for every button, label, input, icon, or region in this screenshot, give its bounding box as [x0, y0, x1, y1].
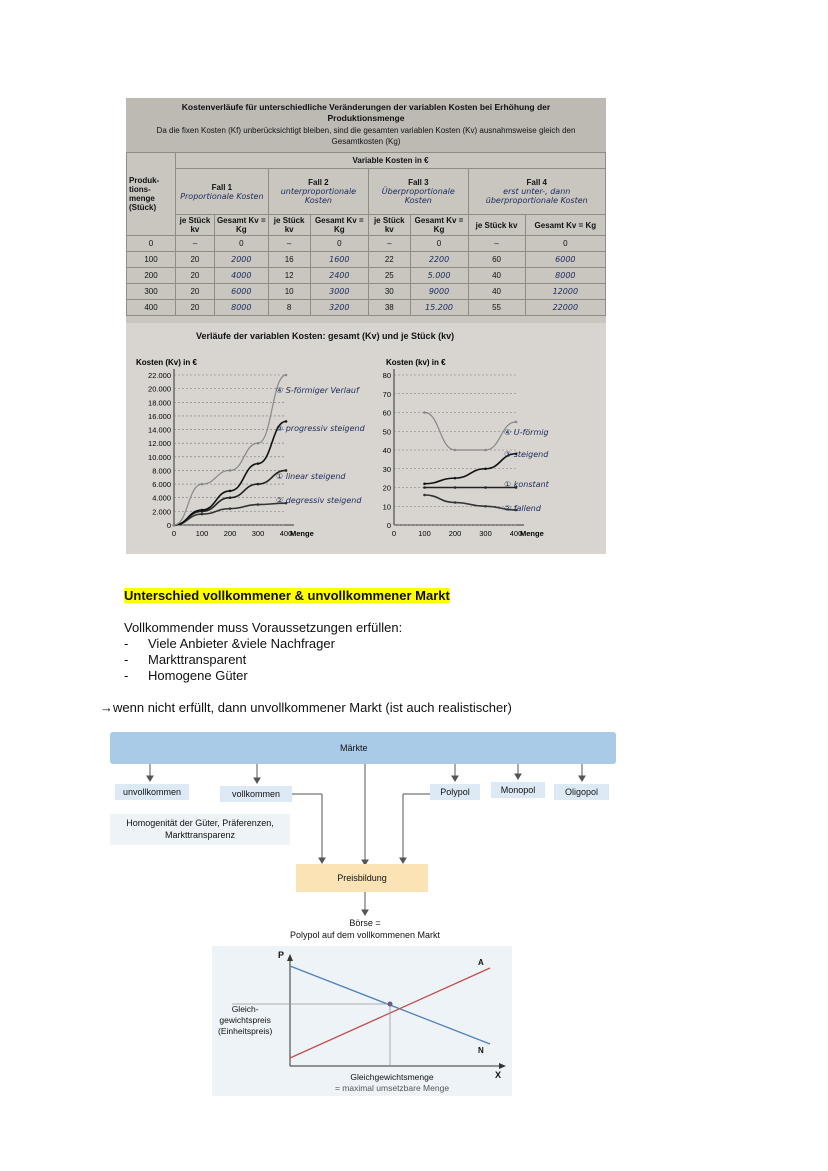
table-row — [127, 300, 606, 316]
sub-header-gesamt: Gesamt Kv = Kg — [214, 215, 268, 236]
list-item: - Viele Anbieter &viele Nachfrager — [124, 636, 335, 651]
sub-header-je-stueck: je Stück kv — [268, 215, 310, 236]
chart-xtick-label: 200 — [223, 529, 237, 538]
table-cell: 100 — [127, 252, 176, 268]
table-cell: 20 — [176, 252, 215, 268]
chart-point — [229, 496, 232, 499]
chart-ytick-label: 8.000 — [152, 466, 171, 476]
case-2-header: Fall 2 unterproportionale Kosten — [268, 169, 368, 215]
case-4-header: Fall 4 erst unter-, dann überproportionale Kosten — [468, 169, 606, 215]
chart-point — [454, 486, 457, 489]
chart-series-line — [425, 495, 517, 510]
table-cell: 12 — [268, 268, 310, 284]
box-oligopol: Oligopol — [554, 784, 609, 800]
chart-ytick-label: 20 — [382, 483, 391, 493]
chart-ytick-label: 10 — [382, 502, 391, 512]
box-monopol: Monopol — [491, 782, 545, 798]
p-axis-label: P — [278, 950, 285, 960]
sub-header-je-stueck: je Stück kv — [176, 215, 215, 236]
table-cell: 12000 — [525, 284, 605, 300]
chart-annotation: ③ progressiv steigend — [276, 424, 365, 433]
table-cell: 9000 — [410, 284, 468, 300]
chart-point — [423, 482, 426, 485]
chart-ytick-label: 6.000 — [152, 480, 171, 490]
chart-xtick-label: 300 — [479, 529, 492, 538]
chart-point — [484, 467, 487, 470]
chart-point — [423, 486, 426, 489]
chart-point — [201, 509, 204, 512]
chart-annotation: ② degressiv steigend — [276, 496, 362, 505]
photo-title: Kostenverläufe für unterschiedliche Veränderungen der variablen Kosten bei Erhöhung der Produktionsmenge — [181, 102, 551, 123]
chart-xlabel: Menge — [290, 529, 314, 538]
chart-point — [285, 374, 288, 377]
chart-ytick-label: 10.000 — [148, 452, 171, 462]
bullet-list — [124, 636, 335, 684]
table-cell: 30 — [369, 284, 410, 300]
chart-annotation: ④ S-förmiger Verlauf — [276, 386, 359, 395]
chart-point — [423, 411, 426, 414]
markets-label: Märkte — [340, 743, 368, 753]
chart-ytick-label: 12.000 — [148, 439, 171, 449]
section-heading-text: Unterschied vollkommener & unvollkommener Markt — [124, 588, 450, 603]
chart-point — [257, 462, 260, 465]
table-cell: 22 — [369, 252, 410, 268]
left-cost-chart — [126, 353, 366, 551]
table-cell: 15.200 — [410, 300, 468, 316]
charts-panel — [126, 323, 606, 554]
cost-table — [126, 152, 606, 316]
cost-table-photo — [126, 98, 606, 554]
table-cell: 4000 — [214, 268, 268, 284]
chart-xtick-label: 400 — [279, 529, 293, 538]
chart-ytick-label: 4.000 — [152, 493, 171, 503]
chart-ytick-label: 18.000 — [148, 398, 171, 408]
table-cell: 25 — [369, 268, 410, 284]
chart-ytick-label: 30 — [382, 464, 391, 474]
chart-ylabel: Kosten (kv) in € — [386, 358, 446, 367]
table-cell: 0 — [310, 236, 369, 252]
section-heading — [124, 587, 450, 605]
gleichgewichtsmenge-label: Gleichgewichtsmenge = maximal umsetzbare Menge — [334, 1072, 450, 1093]
table-cell: 20 — [176, 284, 215, 300]
table-cell: 38 — [369, 300, 410, 316]
chart-point — [229, 507, 232, 510]
case-3-header: Fall 3 Überproportionale Kosten — [369, 169, 468, 215]
x-axis-arrow-icon — [499, 1063, 506, 1069]
table-cell: 2200 — [410, 252, 468, 268]
sub-header-je-stueck: je Stück kv — [468, 215, 525, 236]
chart-ytick-label: 50 — [382, 427, 391, 437]
boerse-caption — [270, 917, 460, 941]
y-axis-arrow-icon — [287, 954, 293, 961]
sub-header-gesamt: Gesamt Kv = Kg — [410, 215, 468, 236]
chart-ylabel: Kosten (Kv) in € — [136, 358, 197, 367]
table-cell: 40 — [468, 268, 525, 284]
table-body — [127, 236, 606, 316]
table-cell: 3200 — [310, 300, 369, 316]
chart-ytick-label: 14.000 — [148, 425, 171, 435]
table-cell: 2400 — [310, 268, 369, 284]
chart-xtick-label: 300 — [251, 529, 265, 538]
chart-ytick-label: 0 — [166, 521, 171, 530]
table-cell: 8000 — [214, 300, 268, 316]
right-cost-chart — [366, 353, 606, 551]
chart-point — [257, 442, 260, 445]
chart-point — [484, 486, 487, 489]
box-unvollkommen: unvollkommen — [115, 784, 189, 800]
chart-point — [257, 483, 260, 486]
table-cell: 0 — [525, 236, 605, 252]
chart-annotation: ③ steigend — [504, 450, 549, 459]
x-axis-label: X — [495, 1070, 502, 1080]
table-cell: 200 — [127, 268, 176, 284]
chart-point — [173, 524, 176, 527]
chart-xtick-label: 400 — [509, 529, 523, 538]
table-cell: 2000 — [214, 252, 268, 268]
chart-point — [515, 421, 518, 424]
chart-xlabel: Menge — [520, 529, 544, 538]
equilibrium-graph — [212, 946, 512, 1096]
charts-title: Verläufe der variablen Kosten: gesamt (Kv) und je Stück (kv) — [196, 331, 455, 341]
supply-label: A — [478, 958, 484, 967]
box-vollkommen: vollkommen — [220, 786, 292, 802]
table-cell: 0 — [214, 236, 268, 252]
chart-ytick-label: 40 — [382, 446, 391, 455]
chart-ytick-label: 0 — [386, 521, 391, 530]
table-cell: – — [268, 236, 310, 252]
chart-annotation: ① konstant — [504, 480, 549, 489]
chart-annotation: ② fallend — [504, 504, 541, 513]
chart-point — [285, 420, 288, 423]
preisbildung-box: Preisbildung — [296, 864, 428, 892]
chart-ytick-label: 20.000 — [148, 384, 171, 394]
table-row — [127, 252, 606, 268]
col-header-menge: Produk-tions-menge (Stück) — [127, 153, 176, 236]
chart-point — [423, 494, 426, 497]
table-cell: – — [176, 236, 215, 252]
chart-ytick-label: 16.000 — [148, 411, 171, 421]
chart-point — [229, 490, 232, 493]
case-1-header: Fall 1 Proportionale Kosten — [176, 169, 269, 215]
chart-xtick-label: 100 — [195, 529, 209, 538]
chart-ytick-label: 22.000 — [148, 371, 171, 380]
boerse-line-2: Polypol auf dem vollkommenen Markt — [289, 930, 441, 940]
chart-point — [454, 501, 457, 504]
box-polypol: Polypol — [430, 784, 480, 800]
chart-xtick-label: 0 — [391, 529, 397, 538]
group-header: Variable Kosten in € — [176, 153, 606, 169]
chart-point — [201, 513, 204, 516]
chart-annotation: ① linear steigend — [276, 472, 346, 481]
table-cell: 5.000 — [410, 268, 468, 284]
chart-point — [484, 505, 487, 508]
boerse-line-1: Börse = — [349, 918, 381, 928]
table-cell: 6000 — [525, 252, 605, 268]
table-cell: 0 — [127, 236, 176, 252]
table-cell: 400 — [127, 300, 176, 316]
table-cell: 3000 — [310, 284, 369, 300]
photo-subtitle: Da die fixen Kosten (Kf) unberücksichtigt bleiben, sind die gesamten variablen Kosten (Kv) ausnahmsweise gleich den Gesamtkosten (Kg) — [156, 126, 576, 146]
chart-xtick-label: 100 — [418, 529, 431, 538]
market-diagram — [110, 726, 616, 1096]
conclusion-text: →wenn nicht erfüllt, dann unvollkommener Markt (ist auch realistischer) — [100, 700, 512, 715]
table-cell: 40 — [468, 284, 525, 300]
intro-text: Vollkommender muss Voraussetzungen erfüllen: — [124, 620, 403, 635]
chart-ytick-label: 60 — [382, 408, 391, 418]
chart-point — [454, 449, 457, 452]
chart-point — [257, 503, 260, 506]
sub-header-je-stueck: je Stück kv — [369, 215, 410, 236]
table-cell: 20 — [176, 300, 215, 316]
sub-header-gesamt: Gesamt Kv = Kg — [310, 215, 369, 236]
table-cell: 1600 — [310, 252, 369, 268]
demand-label: N — [478, 1046, 484, 1055]
chart-xtick-label: 0 — [171, 529, 177, 538]
table-row — [127, 268, 606, 284]
chart-point — [454, 477, 457, 480]
chart-point — [201, 483, 204, 486]
table-cell: 16 — [268, 252, 310, 268]
chart-point — [484, 449, 487, 452]
equilibrium-point — [388, 1002, 393, 1007]
table-cell: 300 — [127, 284, 176, 300]
chart-ytick-label: 80 — [382, 371, 391, 380]
sub-header-gesamt: Gesamt Kv = Kg — [525, 215, 605, 236]
table-row — [127, 236, 606, 252]
table-cell: 8 — [268, 300, 310, 316]
chart-annotation: ④ U-förmig — [504, 428, 549, 437]
list-item: - Markttransparent — [124, 652, 247, 667]
criteria-box: Homogenität der Güter, Präferenzen, Markttransparenz — [110, 814, 290, 845]
photo-header — [126, 98, 606, 152]
table-cell: 55 — [468, 300, 525, 316]
chart-ytick-label: 2.000 — [152, 507, 171, 517]
chart-ytick-label: 70 — [382, 389, 391, 399]
table-cell: – — [468, 236, 525, 252]
chart-xtick-label: 200 — [448, 529, 462, 538]
chart-point — [229, 469, 232, 472]
table-cell: 20 — [176, 268, 215, 284]
table-cell: 6000 — [214, 284, 268, 300]
table-cell: 60 — [468, 252, 525, 268]
table-cell: – — [369, 236, 410, 252]
table-cell: 0 — [410, 236, 468, 252]
table-cell: 10 — [268, 284, 310, 300]
table-cell: 8000 — [525, 268, 605, 284]
gleichgewichtspreis-label: Gleich- gewichtspreis (Einheitspreis) — [218, 1004, 273, 1036]
table-cell: 22000 — [525, 300, 605, 316]
table-row — [127, 284, 606, 300]
list-item: - Homogene Güter — [124, 668, 248, 683]
